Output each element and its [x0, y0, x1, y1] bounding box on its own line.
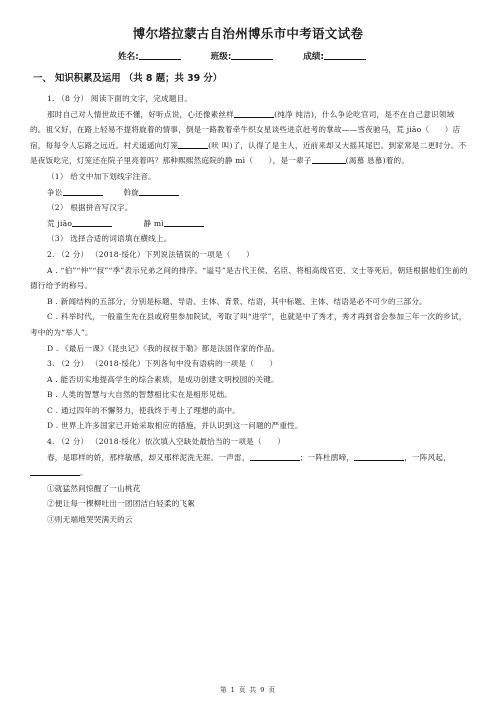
q1-sub2-items	[30, 216, 468, 232]
q4-text-a: 春，是耶样的娇，那样敏感，却又那样泥洗无涯。一声雷，	[47, 452, 250, 462]
score-blank	[324, 51, 366, 60]
score-field	[303, 50, 366, 62]
q3-head: 3. （2 分） （2018·绥化）下列各句中没有语病的一项是（ ）	[47, 359, 278, 369]
answer-blank	[164, 218, 204, 227]
section-heading: 一、 知识积累及运用 （共 8 题；共 39 分）	[33, 73, 223, 84]
class-field	[211, 50, 274, 62]
q2-option-d: D . 《最后一课》《昆虫记》《我的叔叔于勒》都是法国作家的作品。	[47, 343, 280, 353]
q4-passage: 春，是耶样的娇，那样敏感，却又那样泥洗无涯。一声雷， ；一阵杜鹃啼， ，一阵风起，。	[30, 450, 468, 481]
q1-sub1: （1） 给文中加下划线字注音。	[47, 171, 156, 181]
q1-text-b: (纯净 纯洁)，什么争论吃官司，是不在自己意识领域的。祖父好，在路上轻易不提将旋着的情事，倒是一路教着牵牛织女星谈些进京赶考的掌故——雪夜驰马，荒 jiāo（ ）店宿，每每令人忘路之远近。村犬遥遥向灯笼	[30, 109, 461, 150]
q4-option-3: ③则无端地哭哭满天的云	[47, 515, 133, 525]
class-blank	[231, 51, 273, 60]
answer-blank	[72, 218, 112, 227]
page-footer: 第 1 页 共 9 页	[219, 686, 277, 694]
item-label: 争讼	[47, 187, 63, 197]
q1-text-a: 那时自己对人情世故还不懂，好听点说，心还像素丝样	[47, 109, 235, 119]
q3-option-d: D . 世界上许多国家已开始采取相应的措施，并认识到这一问题的严重性。	[47, 421, 303, 431]
q4-text-c: ，一阵风起，	[404, 452, 451, 462]
q4-option-2: ②便让每一棵柳吐出一团团洁白轻柔的飞絮	[47, 499, 196, 509]
q4-head: 4. （2 分） （2018·绥化）依次填入空缺处最恰当的一项是（ ）	[47, 437, 286, 447]
q3-option-c: C . 通过四年的不懈努力，使我终于考上了理想的高中。	[47, 405, 241, 415]
q1-text-d: (渴慕 恳慕)着的。	[345, 156, 410, 166]
item-label: 荒 jiāo	[47, 218, 73, 228]
q2-head: 2. （2 分） （2018·绥化）下列说法错误的一项是（ ）	[47, 249, 254, 259]
q1-sub3: （3） 选择合适的词语填在横线上。	[47, 234, 172, 244]
q4-text-b: ；一阵杜鹃啼，	[299, 452, 355, 462]
answer-blank	[234, 109, 274, 118]
answer-blank	[312, 155, 346, 164]
q1-sub1-items	[30, 185, 468, 201]
answer-blank	[354, 452, 404, 461]
item-label: 静 mì	[143, 218, 164, 228]
item-label: 斡旋	[123, 187, 140, 197]
score-label: 成绩:	[303, 52, 324, 62]
answer-blank	[139, 187, 179, 196]
class-label: 班级:	[210, 52, 232, 62]
answer-blank	[178, 140, 208, 149]
q2-option-a: A . “伯”“仲”“叔”“季”表示兄弟之间的排序。“谥号”是古代王侯、名臣、将相高级官吏、文士等死后，朝廷根据他们生前的德行给予的称号。	[30, 265, 468, 291]
answer-blank	[63, 187, 103, 196]
q3-option-b: B . 人类的智慧与大自然的智慧相比实在是相形见绌。	[47, 390, 233, 400]
q2-option-c: C . 科举时代，一般童生先在县或府里参加院试，考取了叫“进学”，也就是中了秀才，秀才再到省会参加三年一次的乡试，考中的为“举人”。	[30, 312, 467, 337]
name-blank	[139, 51, 181, 60]
page-title: 博尔塔拉蒙古自治州博乐市中考语文试卷	[132, 26, 364, 41]
q4-option-1: ①就猛然间惊醒了一山桃花	[47, 483, 141, 493]
name-label: 姓名:	[118, 52, 139, 62]
q3-option-a: A . 能否切实地提高学生的综合素质，是成功创建文明校园的关键。	[47, 374, 279, 384]
q1-passage	[30, 107, 468, 169]
student-info-row	[118, 50, 418, 62]
q1-text-c: (吠 叫)了，认得了是主人，近前来却又大摇其尾巴。到家常是二更时分。不是夜饭吃完，灯笼还在院子里亮着吗？那种熙熙然庭院的静 mì（ ），是一辈子	[30, 140, 467, 166]
answer-blank	[30, 467, 80, 476]
q1-sub2: （2） 根据拼音写汉字。	[47, 203, 133, 213]
q1-head: 1. （8 分） 阅读下面的文字，完成题目。	[47, 94, 193, 103]
answer-blank	[250, 452, 300, 461]
name-field	[118, 50, 181, 62]
q2-option-b: B . 新闻结构的五部分，分别是标题、导语、主体、背景、结语，其中标题、主体、结语是必不可少的三部分。	[47, 296, 427, 306]
questions	[30, 91, 468, 528]
